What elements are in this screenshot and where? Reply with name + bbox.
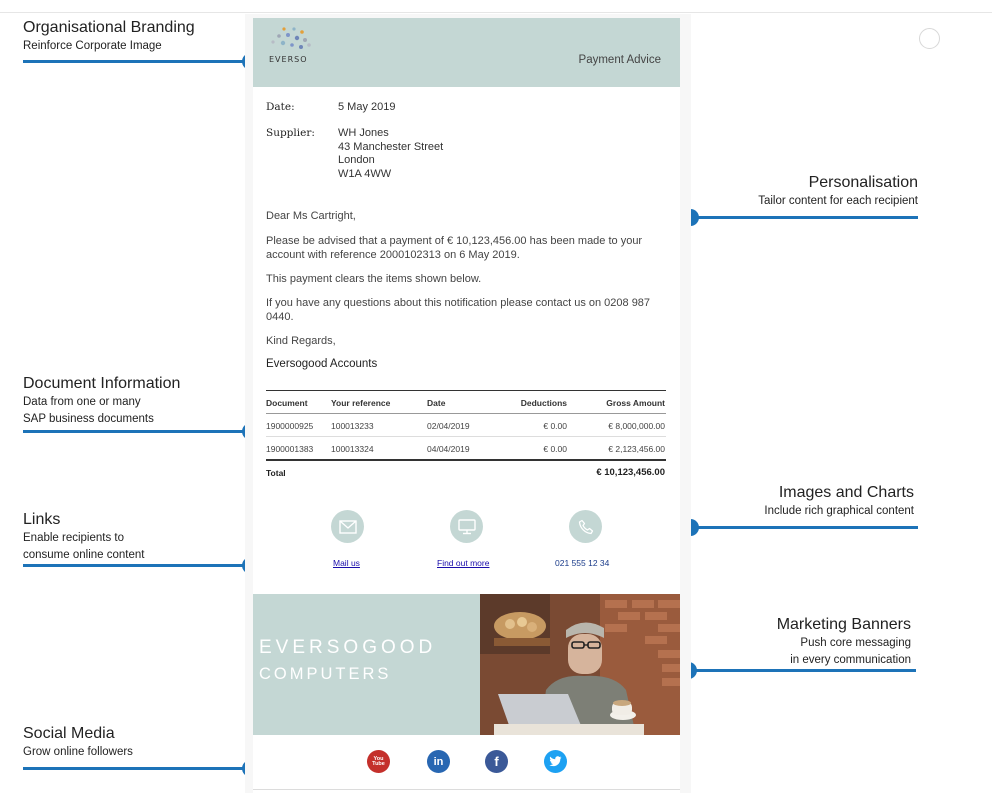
youtube-icon[interactable] — [367, 750, 390, 773]
callout-branding — [23, 18, 195, 55]
callout-marketing-title: Marketing Banners — [776, 616, 911, 633]
table-cell: € 0.00 — [543, 444, 567, 454]
table-cell: 100013324 — [331, 444, 374, 454]
callout-images-title: Images and Charts — [778, 484, 914, 501]
contact-paragraph: If you have any questions about this notification please contact us on 0208 987 0440. — [266, 297, 651, 323]
table-top-rule — [266, 390, 666, 391]
column-header: Deductions — [520, 398, 567, 408]
column-header: Date — [427, 398, 446, 408]
supplier-line: WH Jones — [338, 127, 389, 139]
table-cell: € 0.00 — [543, 421, 567, 431]
circle-button[interactable] — [919, 28, 940, 49]
callout-document-info-title: Document Information — [23, 375, 181, 392]
date-value: 5 May 2019 — [338, 101, 396, 113]
website-link-circle[interactable] — [450, 510, 483, 543]
clears-paragraph: This payment clears the items shown below. — [266, 273, 482, 285]
total-label: Total — [266, 468, 286, 478]
callout-document-info-subtitle: Data from one or many SAP business documents — [23, 396, 154, 425]
mail-link-circle[interactable] — [331, 510, 364, 543]
supplier-line: W1A 4WW — [338, 167, 392, 180]
email-header — [253, 18, 680, 87]
column-header: Gross Amount — [606, 398, 665, 408]
callout-marketing-line — [688, 669, 916, 672]
table-header-rule — [266, 413, 666, 414]
callout-personalisation-subtitle: Tailor content for each recipient — [758, 195, 918, 207]
table-cell: 1900000925 — [266, 421, 314, 431]
marketing-banner[interactable] — [253, 594, 680, 735]
callout-links — [23, 510, 144, 564]
supplier-label: Supplier: — [266, 127, 315, 139]
banner-subheading: COMPUTERS — [259, 665, 392, 683]
table-cell: € 8,000,000.00 — [608, 421, 665, 431]
table-cell: 1900001383 — [266, 444, 314, 454]
callout-social-line — [23, 767, 251, 770]
man-with-laptop-photo — [480, 594, 680, 735]
callout-images-subtitle: Include rich graphical content — [764, 505, 914, 517]
closing: Kind Regards, — [266, 335, 336, 347]
callout-document-info-line — [23, 430, 251, 433]
linkedin-icon[interactable] — [427, 750, 450, 773]
greeting: Dear Ms Cartright, — [266, 210, 356, 222]
table-cell: € 2,123,456.00 — [608, 444, 665, 454]
callout-links-line — [23, 564, 251, 567]
callout-social — [23, 724, 133, 761]
supplier-line: 43 Manchester Street — [338, 140, 444, 153]
callout-marketing-subtitle: Push core messaging in every communication — [790, 637, 911, 666]
banner-text-panel — [253, 594, 480, 735]
callout-personalisation — [758, 173, 918, 210]
callout-social-title: Social Media — [23, 725, 115, 742]
date-label: Date: — [266, 101, 295, 113]
table-total-rule — [266, 459, 666, 461]
table-row-rule — [266, 436, 666, 437]
signature: Eversogood Accounts — [266, 358, 378, 370]
table-cell: 100013233 — [331, 421, 374, 431]
phone-number-link[interactable]: 021 555 12 34 — [555, 558, 610, 568]
twitter-bird-icon — [549, 756, 562, 767]
table-cell: 02/04/2019 — [427, 421, 470, 431]
callout-personalisation-line — [690, 216, 918, 219]
supplier-address — [338, 127, 588, 181]
facebook-icon[interactable] — [485, 750, 508, 773]
column-header: Your reference — [331, 398, 391, 408]
callout-branding-line — [23, 60, 251, 63]
document-title: Payment Advice — [578, 54, 661, 66]
phone-link-circle[interactable] — [569, 510, 602, 543]
facebook-icon-label: f — [494, 754, 499, 769]
banner-heading: EVERSOGOOD — [259, 637, 437, 658]
youtube-icon-label: You Tube — [372, 755, 385, 767]
envelope-icon — [339, 520, 357, 534]
payment-paragraph: Please be advised that a payment of € 10,123,456.00 has been made to your account with reference 2000102313 on 6 May 2019. — [266, 235, 643, 261]
total-value: € 10,123,456.00 — [596, 467, 665, 478]
monitor-icon — [458, 519, 476, 535]
callout-document-info — [23, 374, 180, 428]
top-divider — [0, 12, 992, 13]
callout-images — [764, 483, 914, 520]
callout-branding-title: Organisational Branding — [23, 19, 195, 36]
callout-links-subtitle: Enable recipients to consume online content — [23, 532, 145, 561]
callout-personalisation-title: Personalisation — [808, 174, 918, 191]
callout-branding-subtitle: Reinforce Corporate Image — [23, 40, 162, 52]
supplier-row — [266, 127, 616, 187]
supplier-line: London — [338, 154, 375, 166]
find-out-more-link[interactable]: Find out more — [437, 558, 490, 568]
callout-images-line — [690, 526, 918, 529]
table-cell: 04/04/2019 — [427, 444, 470, 454]
twitter-icon[interactable] — [544, 750, 567, 773]
column-header: Document — [266, 398, 308, 408]
date-row — [266, 101, 616, 115]
email-bottom-rule — [253, 789, 680, 790]
callout-links-title: Links — [23, 511, 61, 528]
callout-social-subtitle: Grow online followers — [23, 746, 133, 758]
callout-marketing — [777, 615, 911, 669]
payment-advice-email — [253, 18, 680, 793]
mail-us-link[interactable]: Mail us — [333, 558, 360, 568]
logo-text: EVERSO — [269, 55, 308, 64]
phone-icon — [578, 519, 594, 535]
linkedin-icon-label: in — [433, 755, 444, 768]
